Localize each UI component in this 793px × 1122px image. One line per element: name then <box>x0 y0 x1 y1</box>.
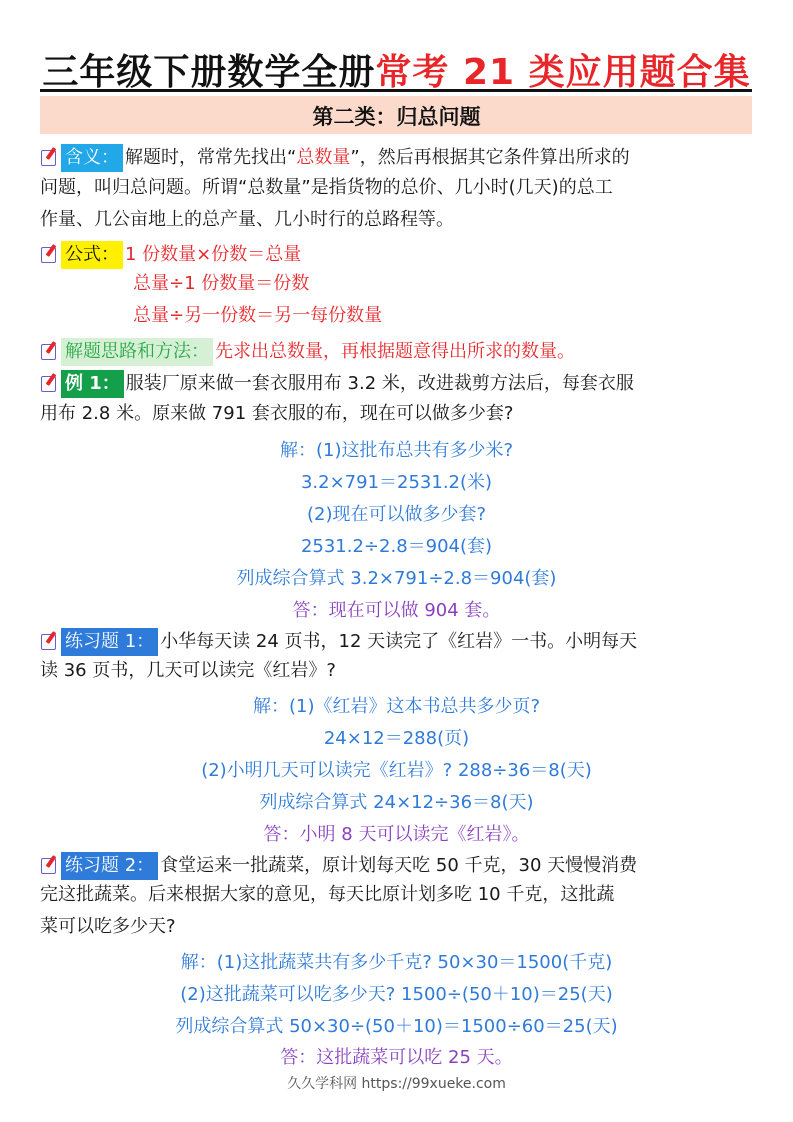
definition-line-3: 作量、几公亩地上的总产量、几小时行的总路程等。 <box>40 209 454 230</box>
note-pencil-icon <box>40 855 58 873</box>
note-pencil-icon <box>40 147 58 165</box>
practice-2-answer: 答：这批蔬菜可以吃 25 天。 <box>280 1047 513 1068</box>
page-title <box>0 44 793 95</box>
practice-2-question-line-3: 菜可以吃多少天? <box>40 916 176 937</box>
practice-1-solution-3: (2)小明几天可以读完《红岩》? 288÷36＝8(天) <box>201 760 592 781</box>
method-tag: 解题思路和方法： <box>61 338 213 366</box>
formula-2: 总量÷1 份数量＝份数 <box>133 273 310 294</box>
note-pencil-icon <box>40 244 58 262</box>
practice-2-solution-2: (2)这批蔬菜可以吃多少天? 1500÷(50＋10)＝25(天) <box>180 984 613 1005</box>
example-1-answer: 答：现在可以做 904 套。 <box>292 600 501 621</box>
note-pencil-icon <box>40 631 58 649</box>
method-line <box>40 338 575 366</box>
practice-1-question-line-2: 读 36 页书，几天可以读完《红岩》? <box>40 660 336 681</box>
formula-3: 总量÷另一份数＝另一每份数量 <box>133 305 383 326</box>
practice-2-question-line-1 <box>40 852 637 880</box>
formula-1: 1 份数量×份数＝总量 <box>125 244 302 265</box>
example-1-solution-3: (2)现在可以做多少套? <box>306 504 487 525</box>
formula-tag: 公式： <box>61 241 123 269</box>
practice-1-solution-1: 解：(1)《红岩》这本书总共多少页? <box>252 696 541 717</box>
practice-2-question: 食堂运来一批蔬菜，原计划每天吃 50 千克，30 天慢慢消费 <box>160 855 638 876</box>
title-underline <box>40 89 752 92</box>
example-1-question-line-1 <box>40 370 634 398</box>
practice-1-question-line-1 <box>40 628 637 656</box>
footer-watermark: 久久学科网 https://99xueke.com <box>287 1076 506 1092</box>
example-1-solution-4: 2531.2÷2.8＝904(套) <box>300 536 493 557</box>
example-1-tag: 例 1： <box>61 370 124 398</box>
practice-2-question-line-2: 完这批蔬菜。后来根据大家的意见，每天比原计划多吃 10 千克，这批蔬 <box>40 884 615 905</box>
practice-1-tag: 练习题 1： <box>61 628 158 656</box>
example-1-question-line-2: 用布 2.8 米。原来做 791 套衣服的布，现在可以做多少套? <box>40 403 514 424</box>
practice-1-answer: 答：小明 8 天可以读完《红岩》。 <box>263 824 530 845</box>
definition-text: ”，然后再根据其它条件算出所求的 <box>350 147 630 168</box>
practice-1-question: 小华每天读 24 页书，12 天读完了《红岩》一书。小明每天 <box>160 631 638 652</box>
definition-tag: 含义： <box>61 144 123 172</box>
section-subtitle: 第二类：归总问题 <box>312 105 481 129</box>
definition-highlight: 总数量 <box>296 147 351 168</box>
practice-2-tag: 练习题 2： <box>61 852 158 880</box>
example-1-solution-2: 3.2×791＝2531.2(米) <box>300 472 493 493</box>
formula-line-1 <box>40 241 301 269</box>
example-1-question: 服装厂原来做一套衣服用布 3.2 米，改进裁剪方法后，每套衣服 <box>125 373 634 394</box>
note-pencil-icon <box>40 373 58 391</box>
practice-2-solution-1: 解：(1)这批蔬菜共有多少千克? 50×30＝1500(千克) <box>180 952 613 973</box>
practice-2-solution-3: 列成综合算式 50×30÷(50＋10)＝1500÷60＝25(天) <box>175 1016 618 1037</box>
title-part-2: 常考 21 类应用题合集 <box>375 52 751 93</box>
example-1-solution-1: 解：(1)这批布总共有多少米? <box>279 440 514 461</box>
practice-1-solution-4: 列成综合算式 24×12÷36＝8(天) <box>259 792 534 813</box>
definition-text: 解题时，常常先找出“ <box>125 147 297 168</box>
note-pencil-icon <box>40 341 58 359</box>
title-part-1: 三年级下册数学全册 <box>42 52 376 93</box>
definition-line-2: 问题，叫归总问题。所谓“总数量”是指货物的总价、几小时(几天)的总工 <box>40 177 613 198</box>
example-1-solution-5: 列成综合算式 3.2×791÷2.8＝904(套) <box>236 568 557 589</box>
definition-line-1 <box>40 144 630 172</box>
practice-1-solution-2: 24×12＝288(页) <box>323 728 470 749</box>
method-text: 先求出总数量，再根据题意得出所求的数量。 <box>215 341 575 362</box>
